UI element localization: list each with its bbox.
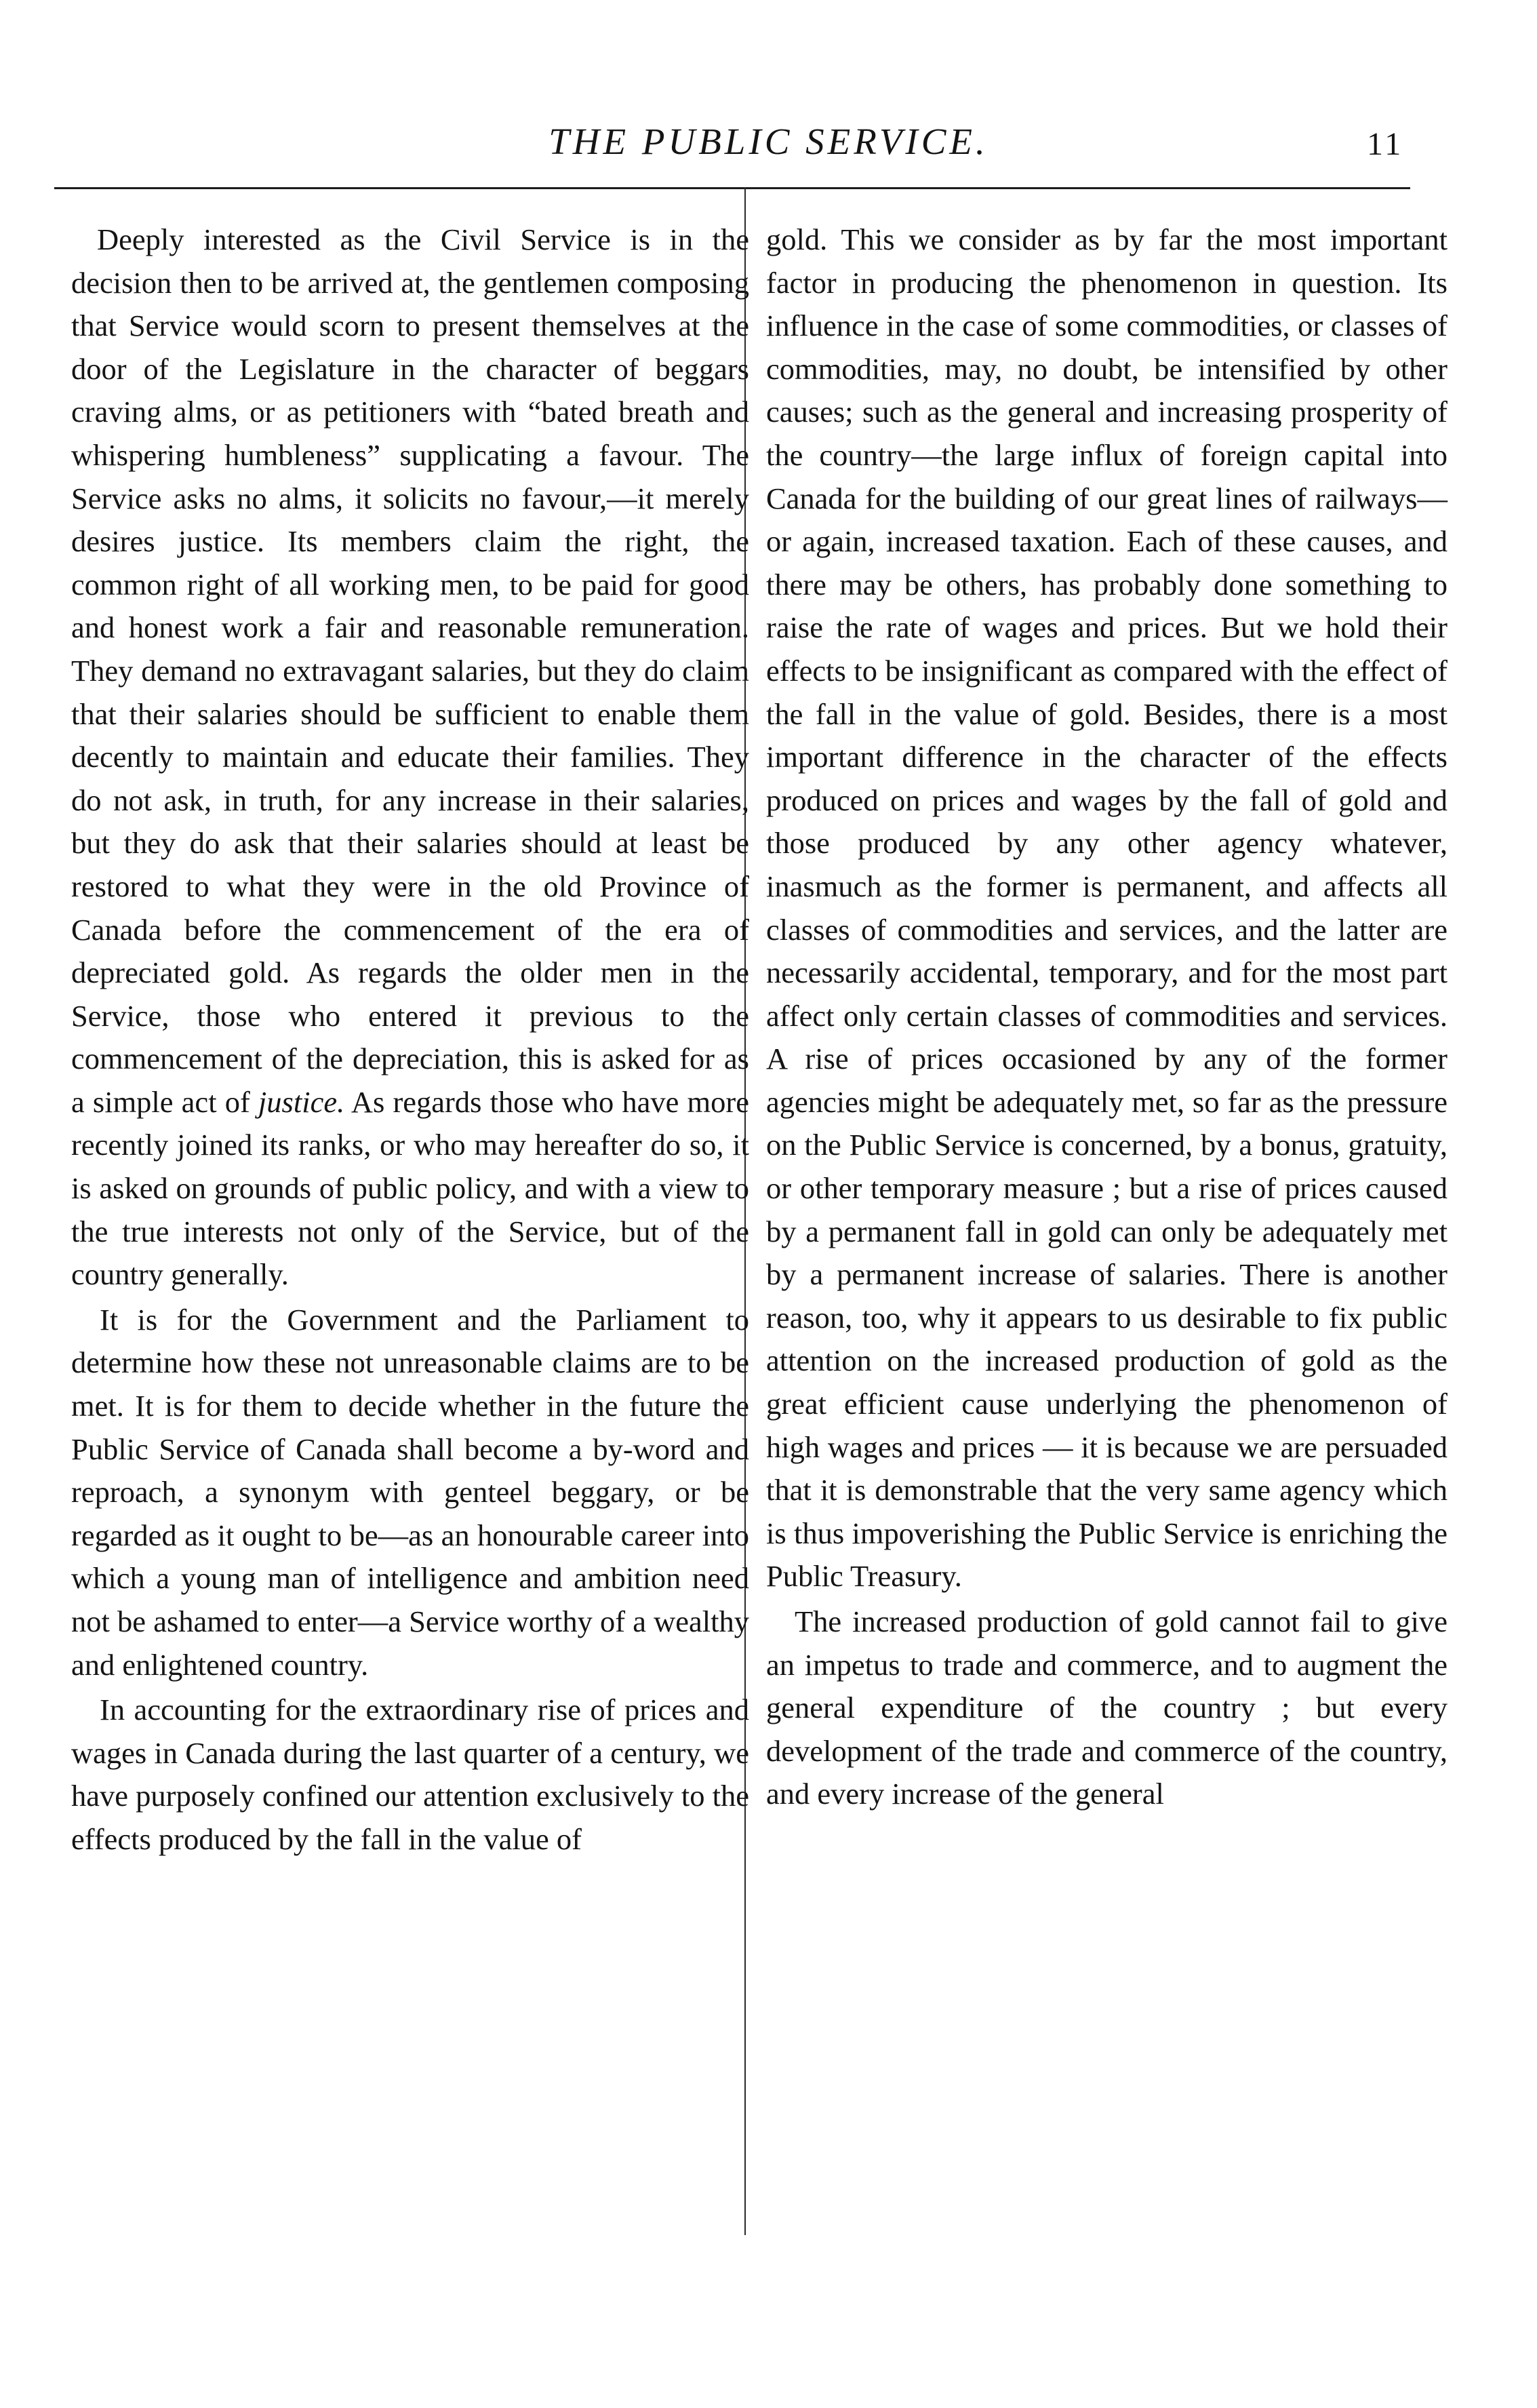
left-paragraph-3: In accounting for the extraordinary rise of prices and wages in Canada during the last quarter of a century, we have purposely confined our attention exclusively to the effects produced by the fall in the value of bbox=[71, 1693, 749, 1856]
right-column bbox=[766, 218, 1448, 1818]
page-number: 11 bbox=[1367, 126, 1404, 162]
left-paragraph-1 bbox=[71, 218, 749, 1297]
left-paragraph-1-tail: As regards those who have more recently joined its ranks, or who may hereafter do so, it is asked on grounds of public policy, and with a view to the true interests not only of the Service, but of the country generally. bbox=[71, 1084, 749, 1292]
right-paragraph-2: The increased production of gold cannot fail to give an impetus to trade and commerce, and to augment the general expenditure of the country ; but every development of the trade and commerce of the country, and every increase of the general bbox=[766, 1604, 1448, 1811]
header-rule bbox=[54, 187, 1410, 189]
left-column bbox=[71, 218, 749, 1863]
left-paragraph-2: It is for the Government and the Parliament to determine how these not unreasonable claims are to be met. It is for them to decide whether in the future the Public Service of Canada shall become a by-word and reproach, a synonym with genteel beggary, or be regarded as it ought to be—as an honourable career into which a young man of intelligence and ambition need not be ashamed to enter—a Service worthy of a wealthy and enlightened country. bbox=[71, 1302, 749, 1682]
left-paragraph-1-text: Deeply interested as the Civil Service is in the decision then to be arrived at, the gentlemen composing that Service would scorn to present themselves at the door of the Legislature in the character of beggars craving alms, or as petitioners with “bated breath and whispering humbleness” supplicating a favour. The Service asks no alms, it solicits no favour,—it merely desires justice. Its members claim the right, the common right of all working men, to be paid for good and honest work a fair and reasonable remuneration. They demand no extravagant salaries, but they do claim that their salaries should be sufficient to enable them decently to maintain and educate their families. They do not ask, in truth, for any increase in their salaries, but they do ask that their salaries should at least be restored to what they were in the old Province of Canada before the commencement of the era of depreciated gold. As regards the older men in the Service, those who entered it previous to the commencement of the depreciation, this is asked for as a simple act of bbox=[71, 222, 749, 1119]
running-title: THE PUBLIC SERVICE. bbox=[548, 121, 989, 162]
running-head bbox=[0, 114, 1537, 175]
emphasis-justice: justice. bbox=[258, 1084, 345, 1119]
right-paragraph-1: gold. This we consider as by far the most important factor in producing the phenomenon in question. Its influence in the case of some commodities, or classes of commodities, may, no doubt, be intensified by other causes; such as the general and increasing prosperity of the country—the large influx of foreign capital into Canada for the building of our great lines of railways—or again, increased taxation. Each of these causes, and there may be others, has probably done something to raise the rate of wages and prices. But we hold their effects to be insignificant as compared with the effect of the fall in the value of gold. Besides, there is a most important difference in the character of the effects produced on prices and wages by the fall of gold and those produced by any other agency whatever, inasmuch as the former is permanent, and affects all classes of commodities and services, and the latter are necessarily accidental, temporary, and for the most part affect only certain classes of commodities and services. A rise of prices occasioned by any of the former agencies might be adequately met, so far as the pressure on the Public Service is concerned, by a bonus, gratuity, or other temporary measure ; but a rise of prices caused by a permanent fall in gold can only be adequately met by a permanent increase of salaries. There is another reason, too, why it appears to us desirable to fix public attention on the increased production of gold as the great efficient cause underlying the phenomenon of high wages and prices — it is because we are persuaded that it is demonstrable that the very same agency which is thus impoverishing the Public Service is enriching the Public Treasury. bbox=[766, 222, 1448, 1594]
